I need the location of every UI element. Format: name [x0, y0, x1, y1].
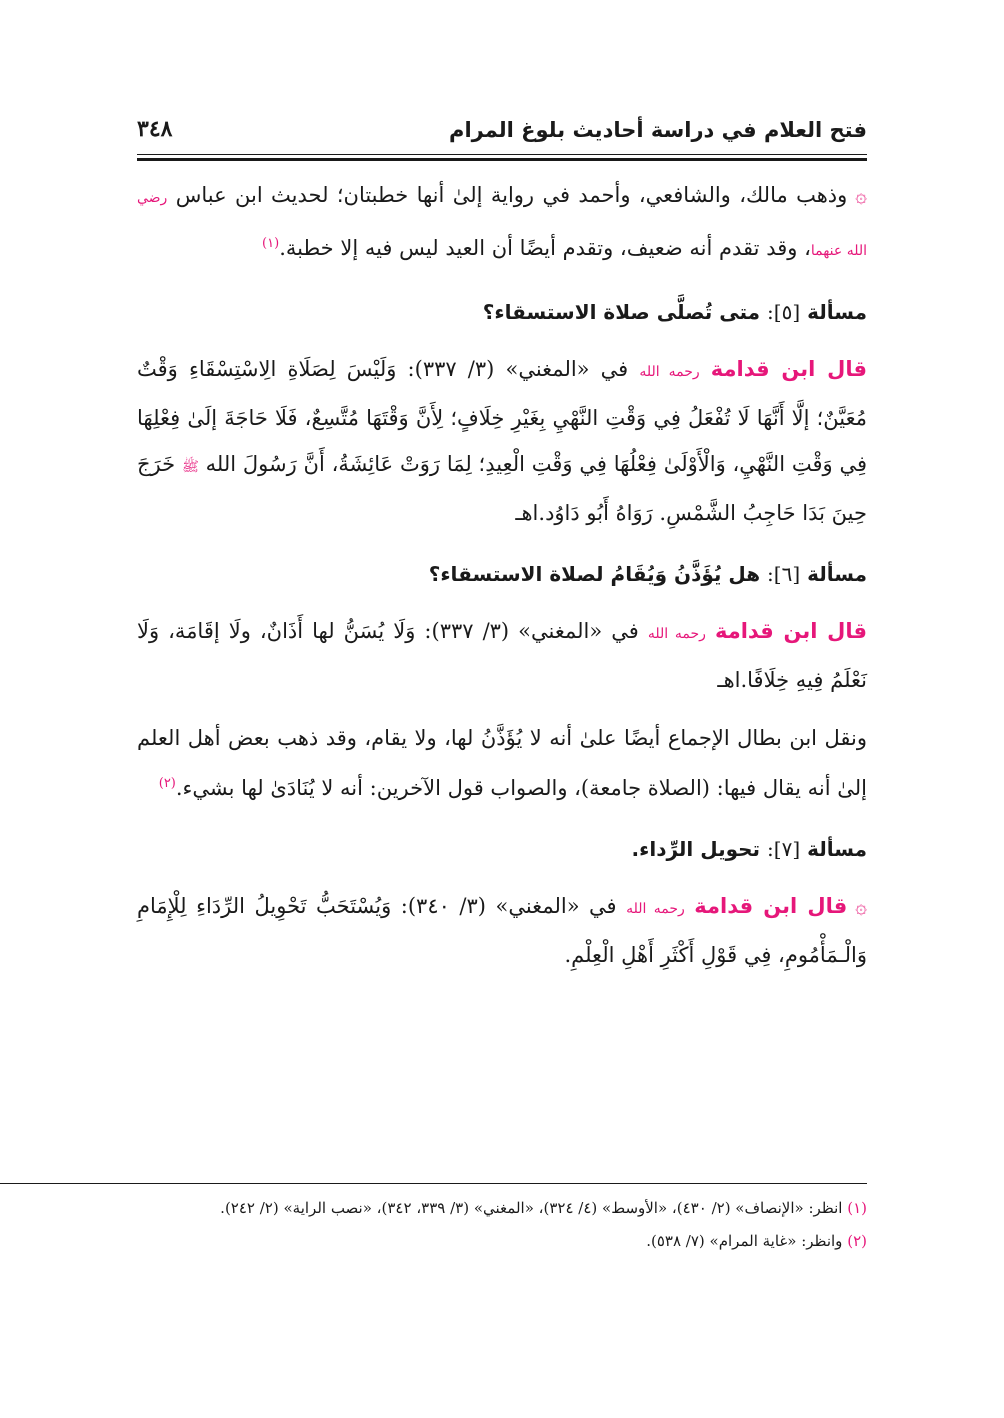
quote-author: قال ابن قدامة — [710, 357, 867, 381]
spacer — [137, 703, 867, 715]
paragraph-6-text: ونقل ابن بطال الإجماع أيضًا علىٰ أنه لا يُؤَذَّنُ لها، ولا يقام، وقد ذهب بعض أهل العلم إلىٰ أنه يقال فيها: (الصلاة جامعة)، والصواب قول الآخرين: أنه لا يُنَادَىٰ لها بشيء. — [137, 726, 867, 800]
issue-number: [٦]: — [767, 562, 801, 586]
quote-6 — [137, 608, 867, 703]
paragraph-1-text-a: وذهب مالك، والشافعي، وأحمد في رواية إلىٰ أنها خطبتان؛ لحديث ابن عباس — [167, 183, 848, 207]
footnote-2 — [137, 1228, 867, 1255]
footnote-separator — [0, 1183, 867, 1184]
honorific: رحمه الله — [647, 626, 706, 642]
header-rule-thin — [137, 154, 867, 155]
issue-label: مسألة — [807, 300, 867, 324]
footnotes — [137, 1195, 867, 1261]
quote-7-text: في «المغني» (٣/ ٣٤٠): وَيُسْتَحَبُّ تَحْوِيلُ الرِّدَاءِ لِلْإِمَامِ وَالْـمَأْمُومِ، فِي قَوْلِ أَكْثَرِ أَهْلِ الْعِلْمِ. — [137, 894, 867, 967]
issue-heading-6 — [137, 552, 867, 596]
footnote-number: (١) — [847, 1199, 867, 1217]
quote-5-text: في «المغني» (٣/ ٣٣٧): وَلَيْسَ لِصَلَاةِ الِاسْتِسْقَاءِ وَقْتٌ مُعَيَّنٌ؛ إلَّا أَنَّهَا لَا تُفْعَلُ فِي وَقْتِ النَّهْيِ بِغَيْرِ خِلَافٍ؛ لِأَنَّ وَقْتَهَا مُتَّسِعٌ، فَلَا حَاجَةَ إلَىٰ فِعْلِهَا فِي وَقْتِ النَّهْيِ، وَالْأَوْلَىٰ فِعْلُهَا فِي وَقْتِ الْعِيدِ؛ لِمَا رَوَتْ عَائِشَةُ، أَنَّ رَسُولَ الله — [137, 357, 867, 476]
footnote-text: انظر: «الإنصاف» (٢/ ٤٣٠)، «الأوسط» (٤/ ٣٢٤)، «المغني» (٣/ ٣٣٩، ٣٤٢)، «نصب الراية» (٢/ ٢٤٢). — [220, 1199, 843, 1217]
paragraph-1 — [137, 172, 867, 274]
quote-7 — [137, 883, 867, 978]
issue-title: تحويل الرِّداء. — [631, 837, 761, 861]
page-body — [137, 172, 867, 978]
quote-author: قال ابن قدامة — [694, 894, 848, 918]
footnote-1 — [137, 1195, 867, 1222]
issue-heading-5 — [137, 290, 867, 334]
footnote-number: (٢) — [847, 1232, 867, 1250]
issue-number: [٥]: — [767, 300, 801, 324]
honorific: رحمه الله — [626, 901, 685, 917]
flower-ornament-icon: ۞ — [855, 894, 867, 918]
issue-title: متى تُصلَّى صلاة الاستسقاء؟ — [482, 300, 761, 324]
quote-6-text: في «المغني» (٣/ ٣٣٧): وَلَا يُسَنُّ لها أَذَانٌ، ولَا إقَامَة، وَلَا نَعْلَمُ فِيهِ خِلَافًا.اهـ — [137, 619, 867, 692]
salutation-icon: ﷺ — [181, 459, 199, 475]
quote-author: قال ابن قدامة — [714, 619, 867, 643]
footnote-ref-1[interactable]: (١) — [262, 236, 280, 251]
honorific: رحمه الله — [639, 364, 700, 380]
issue-heading-7 — [137, 827, 867, 871]
quote-5-text-b: خَرَجَ حِينَ بَدَا حَاجِبُ الشَّمْسِ. رَوَاهُ أَبُو دَاوُد.اهـ — [137, 452, 867, 525]
header-rule-thick — [137, 158, 867, 161]
issue-label: مسألة — [807, 837, 867, 861]
quote-5 — [137, 346, 867, 536]
page-number: ٣٤٨ — [137, 116, 173, 142]
issue-title: هل يُؤَذَّنُ وَيُقَامُ لصلاة الاستسقاء؟ — [428, 562, 761, 586]
book-title: فتح العلام في دراسة أحاديث بلوغ المرام — [449, 118, 867, 142]
issue-label: مسألة — [807, 562, 867, 586]
footnote-ref-2[interactable]: (٢) — [158, 776, 176, 791]
honorific: رضي الله عنهما — [137, 190, 867, 259]
flower-ornament-icon: ۞ — [855, 183, 867, 207]
page-header — [137, 116, 867, 152]
footnote-text: وانظر: «غاية المرام» (٧/ ٥٣٨). — [646, 1232, 843, 1250]
paragraph-1-text-b: ، وقد تقدم أنه ضعيف، وتقدم أيضًا أن العيد ليس فيه إلا خطبة. — [279, 236, 811, 260]
issue-number: [٧]: — [767, 837, 801, 861]
paragraph-6 — [137, 715, 867, 811]
